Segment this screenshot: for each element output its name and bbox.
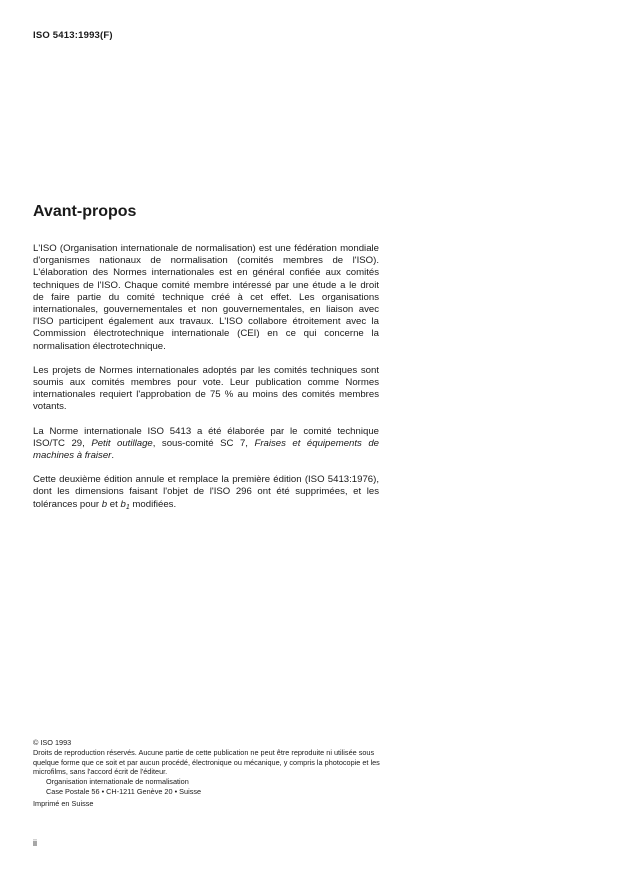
organization-name: Organisation internationale de normalisation — [46, 777, 189, 787]
variable-b1 — [120, 499, 129, 510]
document-identifier: ISO 5413:1993(F) — [33, 30, 113, 41]
paragraph-4-text-a: Cette deuxième édition annule et remplace la première édition (ISO 5413:1976), dont les dimensions faisant l'objet de l'ISO 296 ont été supprimées, et les tolérances pour — [33, 474, 379, 510]
paragraph-2: Les projets de Normes internationales adoptés par les comités techniques sont soumis aux comités membres pour vote. Leur publication comme Normes internationales requiert l'approbation de 75 % au moins des comités membres votants. — [33, 364, 379, 413]
committee-title: Petit outillage — [91, 437, 153, 449]
paragraph-4-text-c: modifiées. — [129, 498, 177, 510]
paragraph-3-text-b: , sous-comité SC 7, — [152, 437, 255, 449]
variable-b1-base: b — [120, 498, 126, 510]
paragraph-4-text-b: et — [107, 498, 121, 510]
paragraph-4 — [33, 474, 379, 511]
section-title: Avant-propos — [33, 203, 137, 220]
copyright-line: © ISO 1993 — [33, 738, 72, 747]
paragraph-3-text-a: La Norme internationale ISO 5413 a été élaborée par le comité technique ISO/TC 29, — [33, 425, 379, 449]
variable-b1-subscript: 1 — [125, 503, 130, 511]
paragraph-3-text-c: . — [111, 450, 115, 462]
reproduction-rights: Droits de reproduction réservés. Aucune partie de cette publication ne peut être reproduite ni utilisée sous quelque forme que ce soit et par aucun procédé, électronique ou mécanique, y compris la photocopie et les microfilms, sans l'accord écrit de l'éditeur. — [33, 747, 380, 777]
paragraph-3 — [33, 426, 379, 463]
printed-in: Imprimé en Suisse — [33, 798, 94, 808]
variable-b: b — [101, 498, 108, 510]
foreword-body — [33, 243, 379, 523]
page-number: ii — [33, 838, 37, 848]
copyright-notice — [33, 738, 383, 809]
paragraph-1: L'ISO (Organisation internationale de normalisation) est une fédération mondiale d'organismes nationaux de normalisation (comités membres de l'ISO). L'élaboration des Normes internationales est en général confiée aux comités techniques de l'ISO. Chaque comité membre intéressé par une étude a le droit de faire partie du comité technique créé à cet effet. Les organisations internationales, gouvernementales et non gouvernementales, en liaison avec l'ISO participent également aux travaux. L'ISO collabore étroitement avec la Commission électrotechnique internationale (CEI) en ce qui concerne la normalisation électrotechnique. — [33, 243, 379, 352]
organization-address: Case Postale 56 • CH-1211 Genève 20 • Suisse — [46, 786, 202, 796]
subcommittee-title: Fraises et équipements de machines à fraiser — [33, 437, 379, 462]
